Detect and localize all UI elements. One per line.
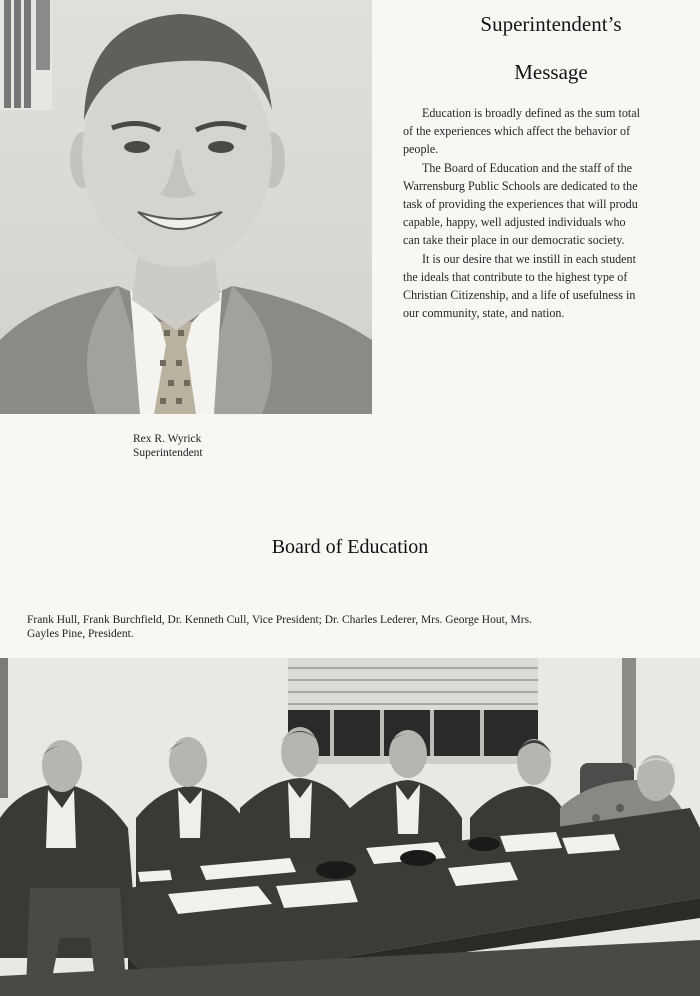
group-photo-illustration	[0, 658, 700, 996]
message-line: Warrensburg Public Schools are dedicated to the	[403, 178, 638, 193]
message-line: Education is broadly defined as the sum total	[422, 106, 640, 120]
superintendent-title: Superintendent	[133, 447, 203, 459]
message-line: people.	[403, 142, 439, 157]
board-names-line2: Gayles Pine, President.	[27, 627, 134, 640]
message-line: of the experiences which affect the behavior of	[403, 124, 631, 139]
board-group-photo	[0, 658, 700, 996]
message-line: It is our desire that we instill in each student	[422, 251, 636, 266]
message-line: The Board of Education and the staff of the	[422, 160, 633, 175]
message-heading-line1: Superintendent’s	[480, 12, 622, 36]
superintendent-name: Rex R. Wyrick	[133, 433, 202, 445]
message-line: can take their place in our democratic society.	[403, 233, 625, 248]
portrait-caption	[133, 432, 203, 460]
board-members-caption	[27, 614, 700, 641]
message-line: our community, state, and nation.	[403, 306, 565, 321]
message-body	[403, 104, 700, 322]
message-heading-line2: Message	[514, 60, 588, 84]
decorative-stripes	[0, 0, 52, 110]
message-line: capable, happy, well adjusted individuals who	[403, 215, 626, 230]
message-line: the ideals that contribute to the highest type of	[403, 269, 628, 284]
message-line: task of providing the experiences that will produ	[403, 197, 638, 212]
message-line: Christian Citizenship, and a life of usefulness in	[403, 288, 636, 303]
board-names-line1: Frank Hull, Frank Burchfield, Dr. Kenneth Cull, Vice President; Dr. Charles Lederer, Mrs. George Hout, Mrs.	[27, 614, 532, 626]
portrait-illustration	[0, 0, 372, 414]
board-heading: Board of Education	[271, 536, 429, 558]
superintendent-portrait-photo	[0, 0, 372, 414]
